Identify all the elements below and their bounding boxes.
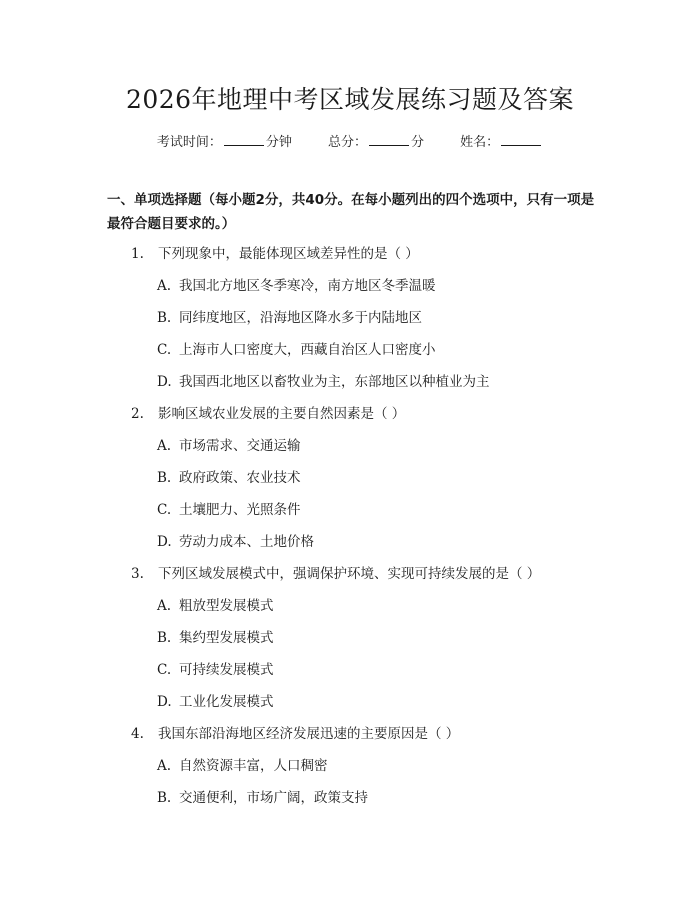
question-text: 下列现象中，最能体现区域差异性的是（ ） [158,246,419,262]
option-2a [157,437,301,455]
exam-time-unit: 分钟 [265,135,292,150]
question-1 [131,245,419,263]
question-text: 影响区域农业发展的主要自然因素是（ ） [158,406,406,422]
option-text: 市场需求、交通运输 [179,438,301,454]
question-2 [131,405,405,423]
student-name-blank [501,133,541,146]
exam-time-field [157,131,292,150]
exam-time-label: 考试时间： [156,135,222,150]
option-letter: D. [157,374,172,390]
option-text: 工业化发展模式 [179,694,274,710]
option-letter: B. [157,630,172,646]
option-1b [157,309,422,327]
option-2b [157,469,301,487]
question-number: 2. [131,406,144,422]
total-score-field [328,131,424,150]
page-title: 2026年地理中考区域发展练习题及答案 [125,85,575,114]
option-3d [157,693,274,711]
total-score-blank [369,133,409,146]
option-letter: B. [157,310,172,326]
option-letter: D. [157,694,172,710]
option-4a [157,757,328,775]
question-number: 1. [131,246,144,262]
option-letter: C. [157,662,172,678]
option-letter: B. [157,790,172,806]
option-1c [157,341,436,359]
exam-info-line [0,131,700,150]
student-name-field [460,131,543,150]
question-3 [131,565,540,583]
total-score-label: 总分： [327,135,367,150]
option-2c [157,501,301,519]
option-letter: A. [157,598,172,614]
question-4 [131,725,459,743]
option-1a [157,277,436,295]
option-4b [157,789,368,807]
option-text: 交通便利，市场广阔，政策支持 [179,790,368,806]
question-number: 3. [131,566,144,582]
option-text: 上海市人口密度大，西藏自治区人口密度小 [179,342,436,358]
option-letter: A. [157,758,172,774]
option-text: 我国西北地区以畜牧业为主，东部地区以种植业为主 [179,374,490,390]
option-letter: A. [157,278,172,294]
option-3b [157,629,274,647]
option-letter: A. [157,438,172,454]
option-text: 劳动力成本、土地价格 [179,534,314,550]
option-text: 可持续发展模式 [179,662,274,678]
option-3c [157,661,274,679]
option-text: 我国北方地区冬季寒冷，南方地区冬季温暖 [179,278,436,294]
exam-time-blank [224,133,264,146]
total-score-unit: 分 [411,135,425,150]
question-number: 4. [131,726,144,742]
option-1d [157,373,490,391]
question-text: 下列区域发展模式中，强调保护环境、实现可持续发展的是（ ） [158,566,541,582]
option-text: 土壤肥力、光照条件 [179,502,301,518]
option-text: 同纬度地区，沿海地区降水多于内陆地区 [179,310,422,326]
student-name-label: 姓名： [460,135,500,150]
option-text: 自然资源丰富，人口稠密 [179,758,328,774]
option-letter: C. [157,502,172,518]
question-text: 我国东部沿海地区经济发展迅速的主要原因是（ ） [158,726,460,742]
option-3a [157,597,274,615]
option-text: 集约型发展模式 [179,630,274,646]
option-text: 粗放型发展模式 [179,598,274,614]
option-text: 政府政策、农业技术 [179,470,301,486]
option-2d [157,533,314,551]
section-heading: 一、单项选择题（每小题2分，共40分。在每小题列出的四个选项中，只有一项是最符合题目要求的。） [107,192,595,232]
option-letter: C. [157,342,172,358]
option-letter: B. [157,470,172,486]
option-letter: D. [157,534,172,550]
